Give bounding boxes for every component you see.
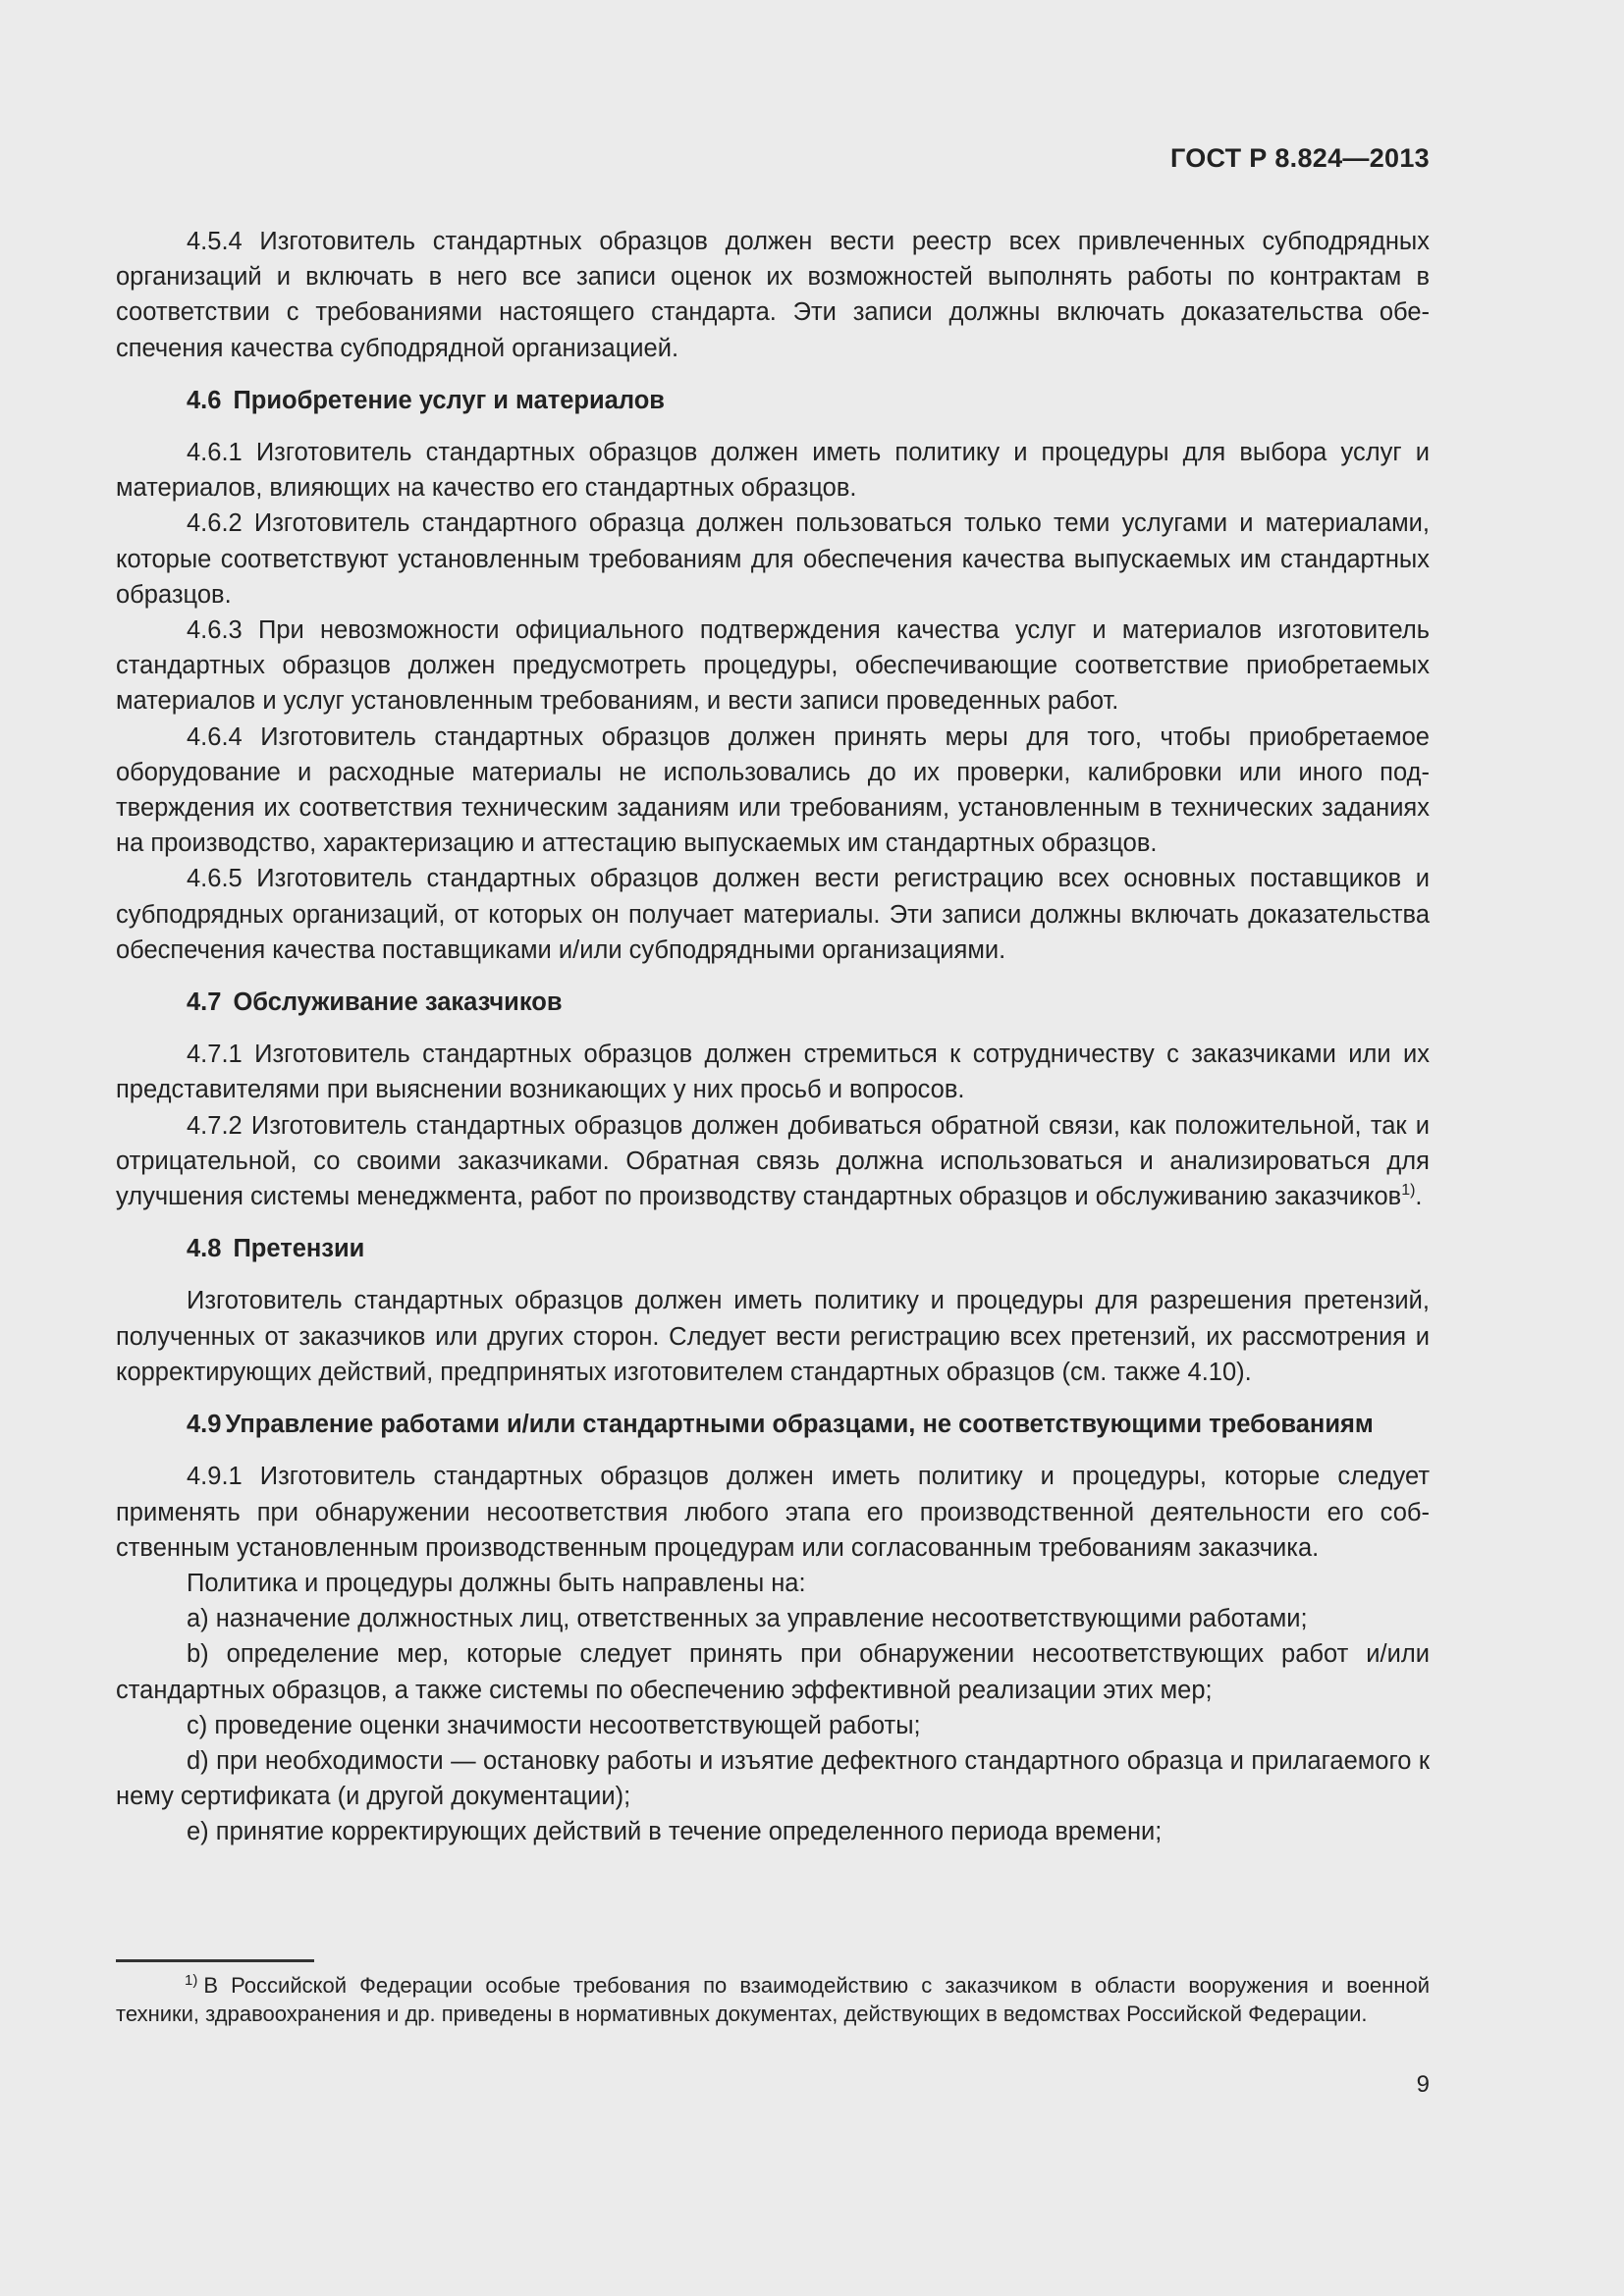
section-title: Претензии xyxy=(233,1235,365,1263)
section-title: Обслуживание заказчиков xyxy=(233,988,563,1017)
paragraph-4-6-2: 4.6.2 Изготовитель стандартного образца должен пользоваться только теми услугами и материалами, которые соответствуют установленным требованиям для обеспечения качества выпускаемых им стандартных образцов. xyxy=(116,509,1430,609)
paragraph-4-6-3: 4.6.3 При невозможности официального подтверждения качества услуг и материалов изготовитель стандартных образцов должен предусмотреть процедуры, обеспечивающие соответствие приобретаемых материалов и услуг установленным требованиям, и вести записи проведенных работ. xyxy=(116,616,1430,716)
section-number: 4.6 xyxy=(187,386,222,414)
list-item-a: a) назначение должностных лиц, ответственных за управление несоответствующими работами; xyxy=(187,1605,1308,1633)
footnote-text: В Российской Федерации особые требования по взаимодействию с заказчиком в области вооружения и военной техники, здравоохранения и др. приведены в нормативных документах, действующих в ведомствах Российской Федерации. xyxy=(116,1973,1430,2026)
section-heading-4-8 xyxy=(116,1231,1430,1266)
section-title: Управление работами и/или стандартными образцами, не соответствующими требованиям xyxy=(225,1411,1374,1439)
paragraph-text: 4.7.2 Изготовитель стандартных образцов должен добиваться обратной связи, как положительной, так и отрицательной, со своими заказчиками. Обратная связь должна использоваться и анализироваться для улучшения системы менеджмента, работ по производству стандартных образцов и обслуживанию заказчиков xyxy=(116,1111,1430,1211)
list-item-d: d) при необходимости — остановку работы и изъятие дефектного стандартного образца и прилагаемого к нему сертификата (и другой документации); xyxy=(116,1746,1430,1811)
footnote-marker: 1) xyxy=(185,1972,198,1989)
document-id: ГОСТ Р 8.824—2013 xyxy=(1169,143,1430,173)
paragraph-policy-intro: Политика и процедуры должны быть направлены на: xyxy=(187,1569,806,1597)
footnote-divider xyxy=(116,1959,314,1962)
paragraph-4-6-1: 4.6.1 Изготовитель стандартных образцов должен иметь политику и процедуры для выбора услуг и материалов, влияющих на качество его стандартных образцов. xyxy=(116,439,1430,503)
section-heading-4-7 xyxy=(116,985,1430,1020)
list-item-e: e) принятие корректирующих действий в течение определенного периода времени; xyxy=(187,1818,1163,1846)
paragraph-end: . xyxy=(1415,1183,1423,1211)
page-number: 9 xyxy=(1416,2071,1430,2098)
list-item-c: c) проведение оценки значимости несоответствующей работы; xyxy=(187,1711,921,1739)
section-heading-4-6 xyxy=(116,383,1430,418)
page-body xyxy=(116,224,1430,1850)
section-heading-4-9 xyxy=(116,1407,1430,1442)
section-number: 4.8 xyxy=(187,1235,222,1263)
section-title: Приобретение услуг и материалов xyxy=(233,386,665,414)
paragraph-4-7-1: 4.7.1 Изготовитель стандартных образцов должен стремиться к сотрудничеству с заказчиками или их представителями при выяснении возникающих у них просьб и вопросов. xyxy=(116,1041,1430,1104)
paragraph-4-6-5: 4.6.5 Изготовитель стандартных образцов должен вести регистрацию всех основных поставщиков и субподрядных организаций, от которых он получает материалы. Эти записи должны включать доказательства обеспечения качества поставщиками и/или субподрядными организациями. xyxy=(116,865,1430,964)
list-item-b: b) определение мер, которые следует принять при обнаружении несоответствующих работ и/или стандартных образцов, а также системы по обеспечению эффективной реализации этих мер; xyxy=(116,1640,1430,1704)
paragraph-4-6-4: 4.6.4 Изготовитель стандартных образцов должен принять меры для того, чтобы приобретаемое оборудование и расходные материалы не использовались до их проверки, калибровки или иного подтверждения их соответствия техническим заданиям или требованиям, установленным в технических заданиях на производство, характеризацию и аттестацию выпускаемых им стандартных образцов. xyxy=(116,722,1430,858)
section-number: 4.7 xyxy=(187,988,222,1017)
paragraph-4-7-2 xyxy=(116,1108,1430,1215)
footnote xyxy=(116,1971,1430,2028)
section-number: 4.9 xyxy=(187,1411,222,1439)
paragraph-4-5-4: 4.5.4 Изготовитель стандартных образцов должен вести реестр всех привлеченных субподрядных организаций и включать в него все записи оценок их возможностей выполнять работы по контрактам в соответствии с требованиями настоящего стандарта. Эти записи должны включать доказательства обеспечения качества субподрядной организацией. xyxy=(116,228,1430,362)
paragraph-4-9-1: 4.9.1 Изготовитель стандартных образцов должен иметь политику и процедуры, которые следует применять при обнаружении несоответствия любого этапа его производственной деятельности его собственным установленным производственным процедурам или согласованным требованиям заказчика. xyxy=(116,1463,1430,1562)
footnote-reference: 1) xyxy=(1401,1182,1416,1200)
paragraph-4-8: Изготовитель стандартных образцов должен иметь политику и процедуры для разрешения претензий, полученных от заказчиков или других сторон. Следует вести регистрацию всех претензий, их рассмотрения и корректирующих действий, предпринятых изготовителем стандартных образцов (см. также 4.10). xyxy=(116,1287,1430,1386)
